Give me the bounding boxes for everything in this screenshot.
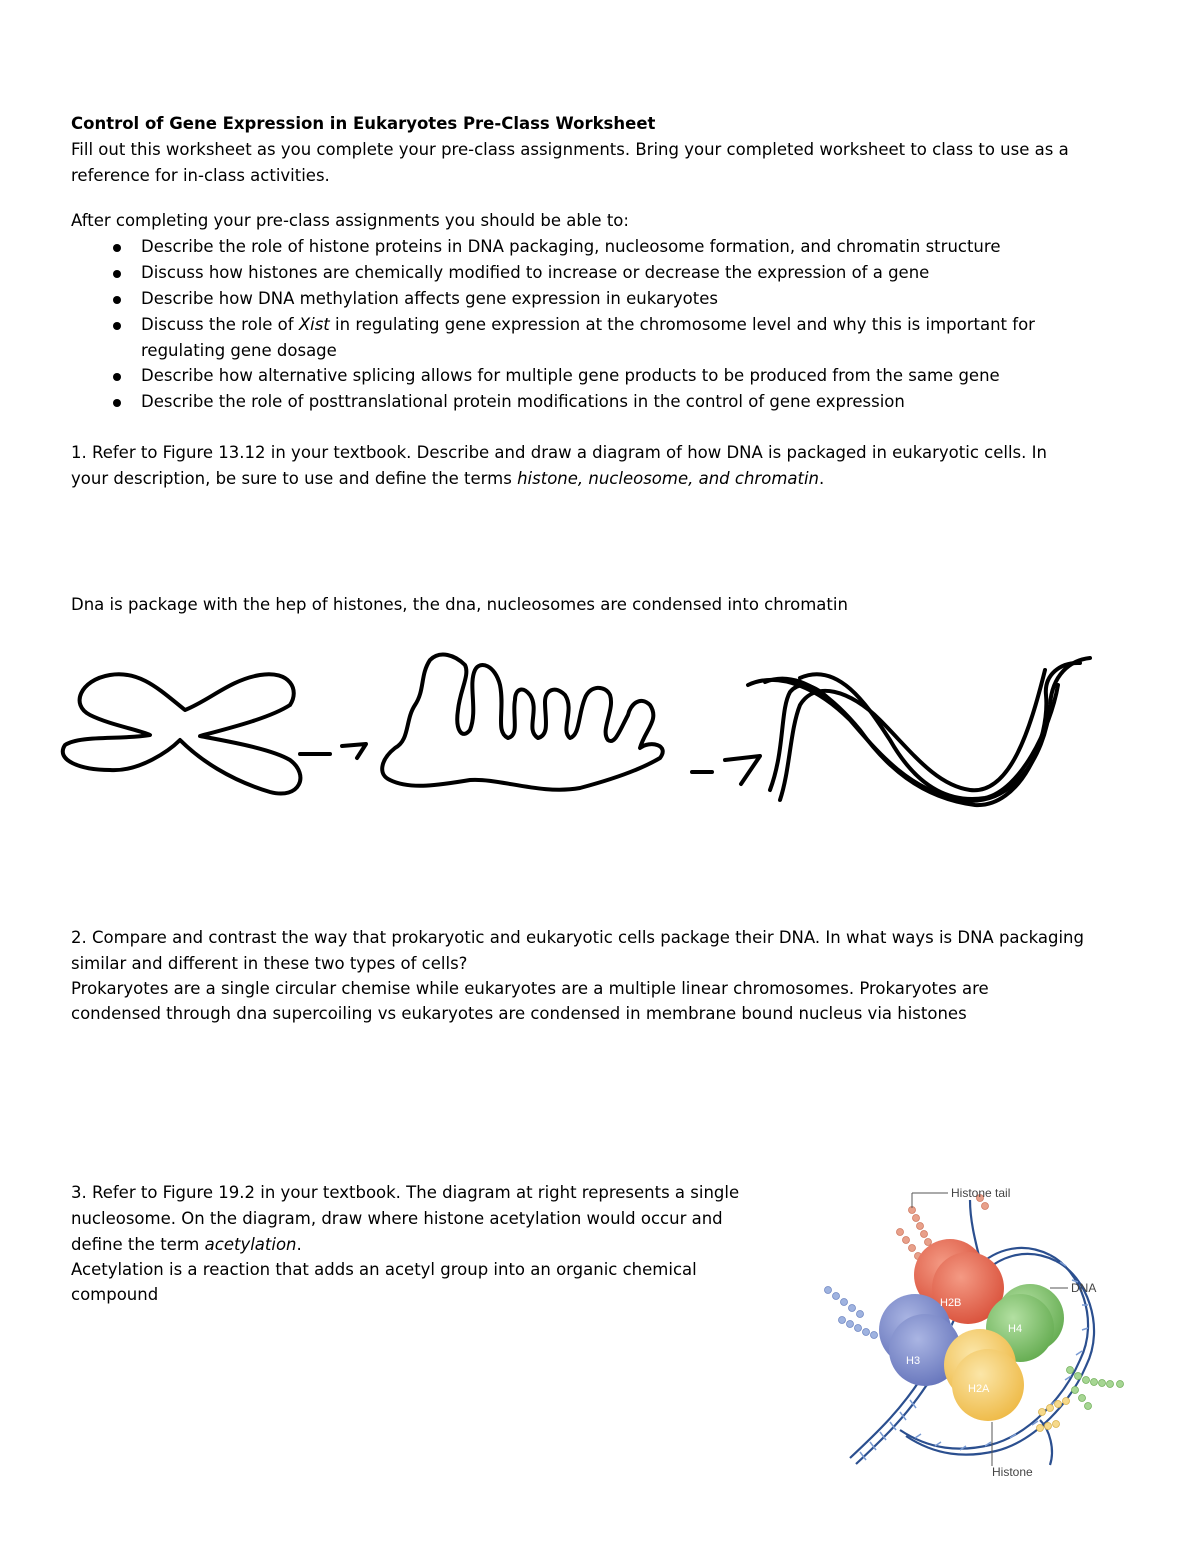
- question-1-line1: 1. Refer to Figure 13.12 in your textbook. Describe and draw a diagram of how DNA is packaged in eukaryotic cells. In: [71, 443, 1047, 462]
- objective-item: Describe the role of histone proteins in DNA packaging, nucleosome formation, and chromatin structure: [141, 237, 1001, 256]
- arrow-icon: [692, 756, 760, 784]
- question-3-line2: nucleosome. On the diagram, draw where histone acetylation would occur and: [71, 1209, 723, 1228]
- intro-text-line1: Fill out this worksheet as you complete your pre-class assignments. Bring your completed worksheet to class to use as a: [71, 140, 1069, 159]
- objectives-lead: After completing your pre-class assignments you should be able to:: [71, 211, 629, 230]
- label-histone-tail: Histone tail: [951, 1186, 1011, 1200]
- worksheet-title: Control of Gene Expression in Eukaryotes Pre-Class Worksheet: [71, 114, 656, 133]
- nucleosome-figure: [820, 1180, 1140, 1480]
- objective-item: Discuss how histones are chemically modified to increase or decrease the expression of a gene: [141, 263, 930, 282]
- intro-text-line2: reference for in-class activities.: [71, 166, 330, 185]
- question-2-line1: 2. Compare and contrast the way that prokaryotic and eukaryotic cells package their DNA. In what ways is DNA packaging: [71, 928, 1084, 947]
- question-2-answer-line1: Prokaryotes are a single circular chemise while eukaryotes are a multiple linear chromosomes. Prokaryotes are: [71, 979, 989, 998]
- question-1-answer: Dna is package with the hep of histones, the dna, nucleosomes are condensed into chromatin: [71, 595, 848, 614]
- question-1-line2: your description, be sure to use and define the terms histone, nucleosome, and chromatin.: [71, 469, 825, 488]
- bullet-icon: [113, 373, 121, 381]
- label-h2a: H2A: [968, 1383, 990, 1395]
- label-dna: DNA: [1071, 1281, 1097, 1295]
- chromatin-strand: [770, 685, 830, 790]
- bullet-icon: [113, 399, 121, 407]
- chromatin-strand: [765, 663, 1080, 805]
- objective-item: Describe how DNA methylation affects gene expression in eukaryotes: [141, 289, 718, 308]
- objective-item-continued: regulating gene dosage: [141, 341, 337, 360]
- label-h4: H4: [1008, 1323, 1023, 1335]
- label-h2b: H2B: [940, 1297, 962, 1309]
- arrow-icon: [300, 744, 366, 758]
- bullet-icon: [113, 270, 121, 278]
- label-h3: H3: [906, 1355, 921, 1367]
- question-2-line2: similar and different in these two types of cells?: [71, 954, 468, 973]
- nucleosome-drawing: [382, 655, 663, 790]
- bullet-icon: [113, 244, 121, 252]
- objective-item: Describe how alternative splicing allows for multiple gene products to be produced from the same gene: [141, 366, 1000, 385]
- objective-item: Discuss the role of Xist in regulating gene expression at the chromosome level and why this is important for: [141, 315, 1035, 334]
- dna-loop-drawing: [63, 674, 301, 793]
- question-3-line3: define the term acetylation.: [71, 1235, 302, 1254]
- label-histone: Histone: [992, 1465, 1033, 1479]
- objective-item: Describe the role of posttranslational protein modifications in the control of gene expression: [141, 392, 905, 411]
- question-3-answer-line1: Acetylation is a reaction that adds an acetyl group into an organic chemical: [71, 1260, 697, 1279]
- bullet-icon: [113, 296, 121, 304]
- question-3-answer-line2: compound: [71, 1285, 159, 1304]
- question-2-answer-line2: condensed through dna supercoiling vs eukaryotes are condensed in membrane bound nucleus via histones: [71, 1004, 967, 1023]
- dna-packaging-sketch: [0, 630, 1200, 850]
- question-3-line1: 3. Refer to Figure 19.2 in your textbook. The diagram at right represents a single: [71, 1183, 740, 1202]
- bullet-icon: [113, 322, 121, 330]
